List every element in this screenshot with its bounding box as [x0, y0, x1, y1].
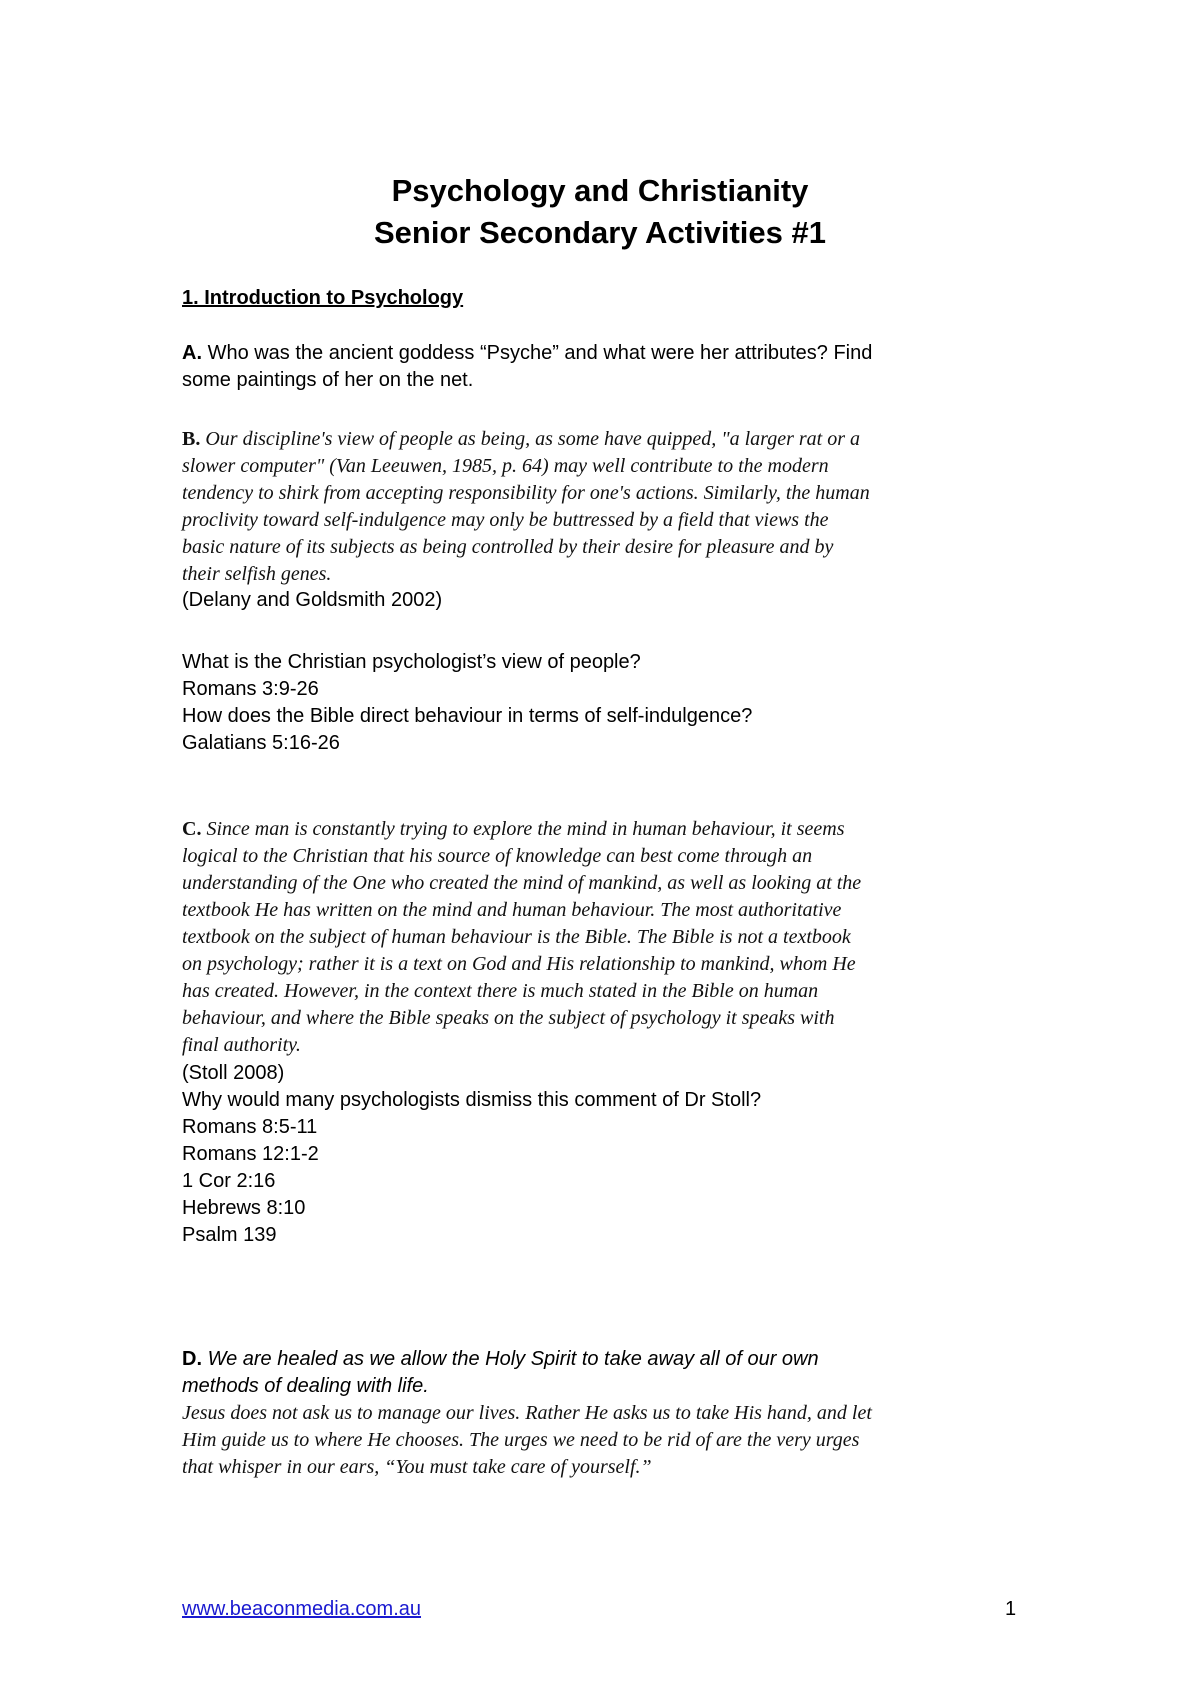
part-b-quote-text: Our discipline's view of people as being, as some have quipped, "a larger rat or a [205, 428, 860, 450]
title-line-1: Psychology and Christianity [391, 173, 809, 208]
part-c-quote-line: has created. However, in the context there is much stated in the Bible on human [182, 980, 819, 1002]
part-c-quote [182, 816, 1032, 1059]
part-b-label: B. [182, 428, 201, 450]
part-c-quote-line: textbook He has written on the mind and human behaviour. The most authoritative [182, 899, 842, 921]
part-c-citation: (Stoll 2008) [182, 1062, 285, 1084]
part-d-label: D. [182, 1348, 202, 1370]
part-d-statement [182, 1346, 1032, 1400]
page-number: 1 [1005, 1598, 1017, 1620]
part-c-quote-line: understanding of the One who created the mind of mankind, as well as looking at the [182, 872, 862, 894]
part-c-quote-line-1 [182, 816, 1032, 843]
part-c-question: Why would many psychologists dismiss this comment of Dr Stoll? [182, 1089, 762, 1111]
part-c-label: C. [182, 818, 202, 840]
page-title [0, 170, 1200, 254]
part-b-quote-line: slower computer" (Van Leeuwen, 1985, p. 64) may well contribute to the modern [182, 455, 829, 477]
part-b-question-line: How does the Bible direct behaviour in terms of self-indulgence? [182, 705, 753, 727]
part-b-question-line: What is the Christian psychologist’s view of people? [182, 651, 641, 673]
part-d-quote-line: Him guide us to where He chooses. The urges we need to be rid of are the very urges [182, 1429, 860, 1451]
part-d-quote [182, 1400, 1032, 1481]
part-b-quote-line: tendency to shirk from accepting responsibility for one's actions. Similarly, the human [182, 482, 870, 504]
part-b-quote-line: proclivity toward self-indulgence may only be buttressed by a field that views the [182, 509, 829, 531]
part-a-text: Who was the ancient goddess “Psyche” and what were her attributes? Find [207, 342, 873, 364]
section-heading: 1. Introduction to Psychology [182, 287, 464, 309]
part-d-quote-line: that whisper in our ears, “You must take care of yourself.” [182, 1456, 652, 1478]
part-c-quote-line: logical to the Christian that his source of knowledge can best come through an [182, 845, 813, 867]
part-b-quote-line-1 [182, 426, 1032, 453]
part-a-line-1 [182, 340, 1032, 367]
part-d-quote-line: Jesus does not ask us to manage our lives. Rather He asks us to take His hand, and let [182, 1402, 872, 1424]
part-b-citation: (Delany and Goldsmith 2002) [182, 589, 443, 611]
part-b-question-line: Romans 3:9-26 [182, 678, 319, 700]
part-c-quote-line: on psychology; rather it is a text on God and His relationship to mankind, whom He [182, 953, 856, 975]
part-c-reference: Psalm 139 [182, 1224, 277, 1246]
part-d-line-1 [182, 1346, 1032, 1373]
part-b-questions [182, 649, 1032, 757]
part-c-quote-text: Since man is constantly trying to explore the mind in human behaviour, it seems [206, 818, 845, 840]
part-d-text: We are healed as we allow the Holy Spirit to take away all of our own [207, 1348, 819, 1370]
part-c-reference: Hebrews 8:10 [182, 1197, 306, 1219]
part-b-quote [182, 426, 1032, 588]
part-d-line-2: methods of dealing with life. [182, 1375, 429, 1397]
part-a-line-2: some paintings of her on the net. [182, 369, 474, 391]
part-c-quote-line: final authority. [182, 1034, 301, 1056]
title-line-2: Senior Secondary Activities #1 [374, 215, 826, 250]
footer-website-link[interactable]: www.beaconmedia.com.au [182, 1598, 422, 1620]
part-c-quote-line: textbook on the subject of human behaviour is the Bible. The Bible is not a textbook [182, 926, 851, 948]
part-b-question-line: Galatians 5:16-26 [182, 732, 340, 754]
part-a [182, 340, 1032, 394]
part-c-quote-line: behaviour, and where the Bible speaks on the subject of psychology it speaks with [182, 1007, 835, 1029]
part-b-quote-line: their selfish genes. [182, 563, 332, 585]
part-a-label: A. [182, 342, 202, 364]
part-c-reference: Romans 8:5-11 [182, 1116, 318, 1138]
part-b-quote-line: basic nature of its subjects as being controlled by their desire for pleasure and by [182, 536, 834, 558]
part-c-reference: 1 Cor 2:16 [182, 1170, 276, 1192]
part-c-followup [182, 1060, 1032, 1249]
part-c-reference: Romans 12:1-2 [182, 1143, 319, 1165]
